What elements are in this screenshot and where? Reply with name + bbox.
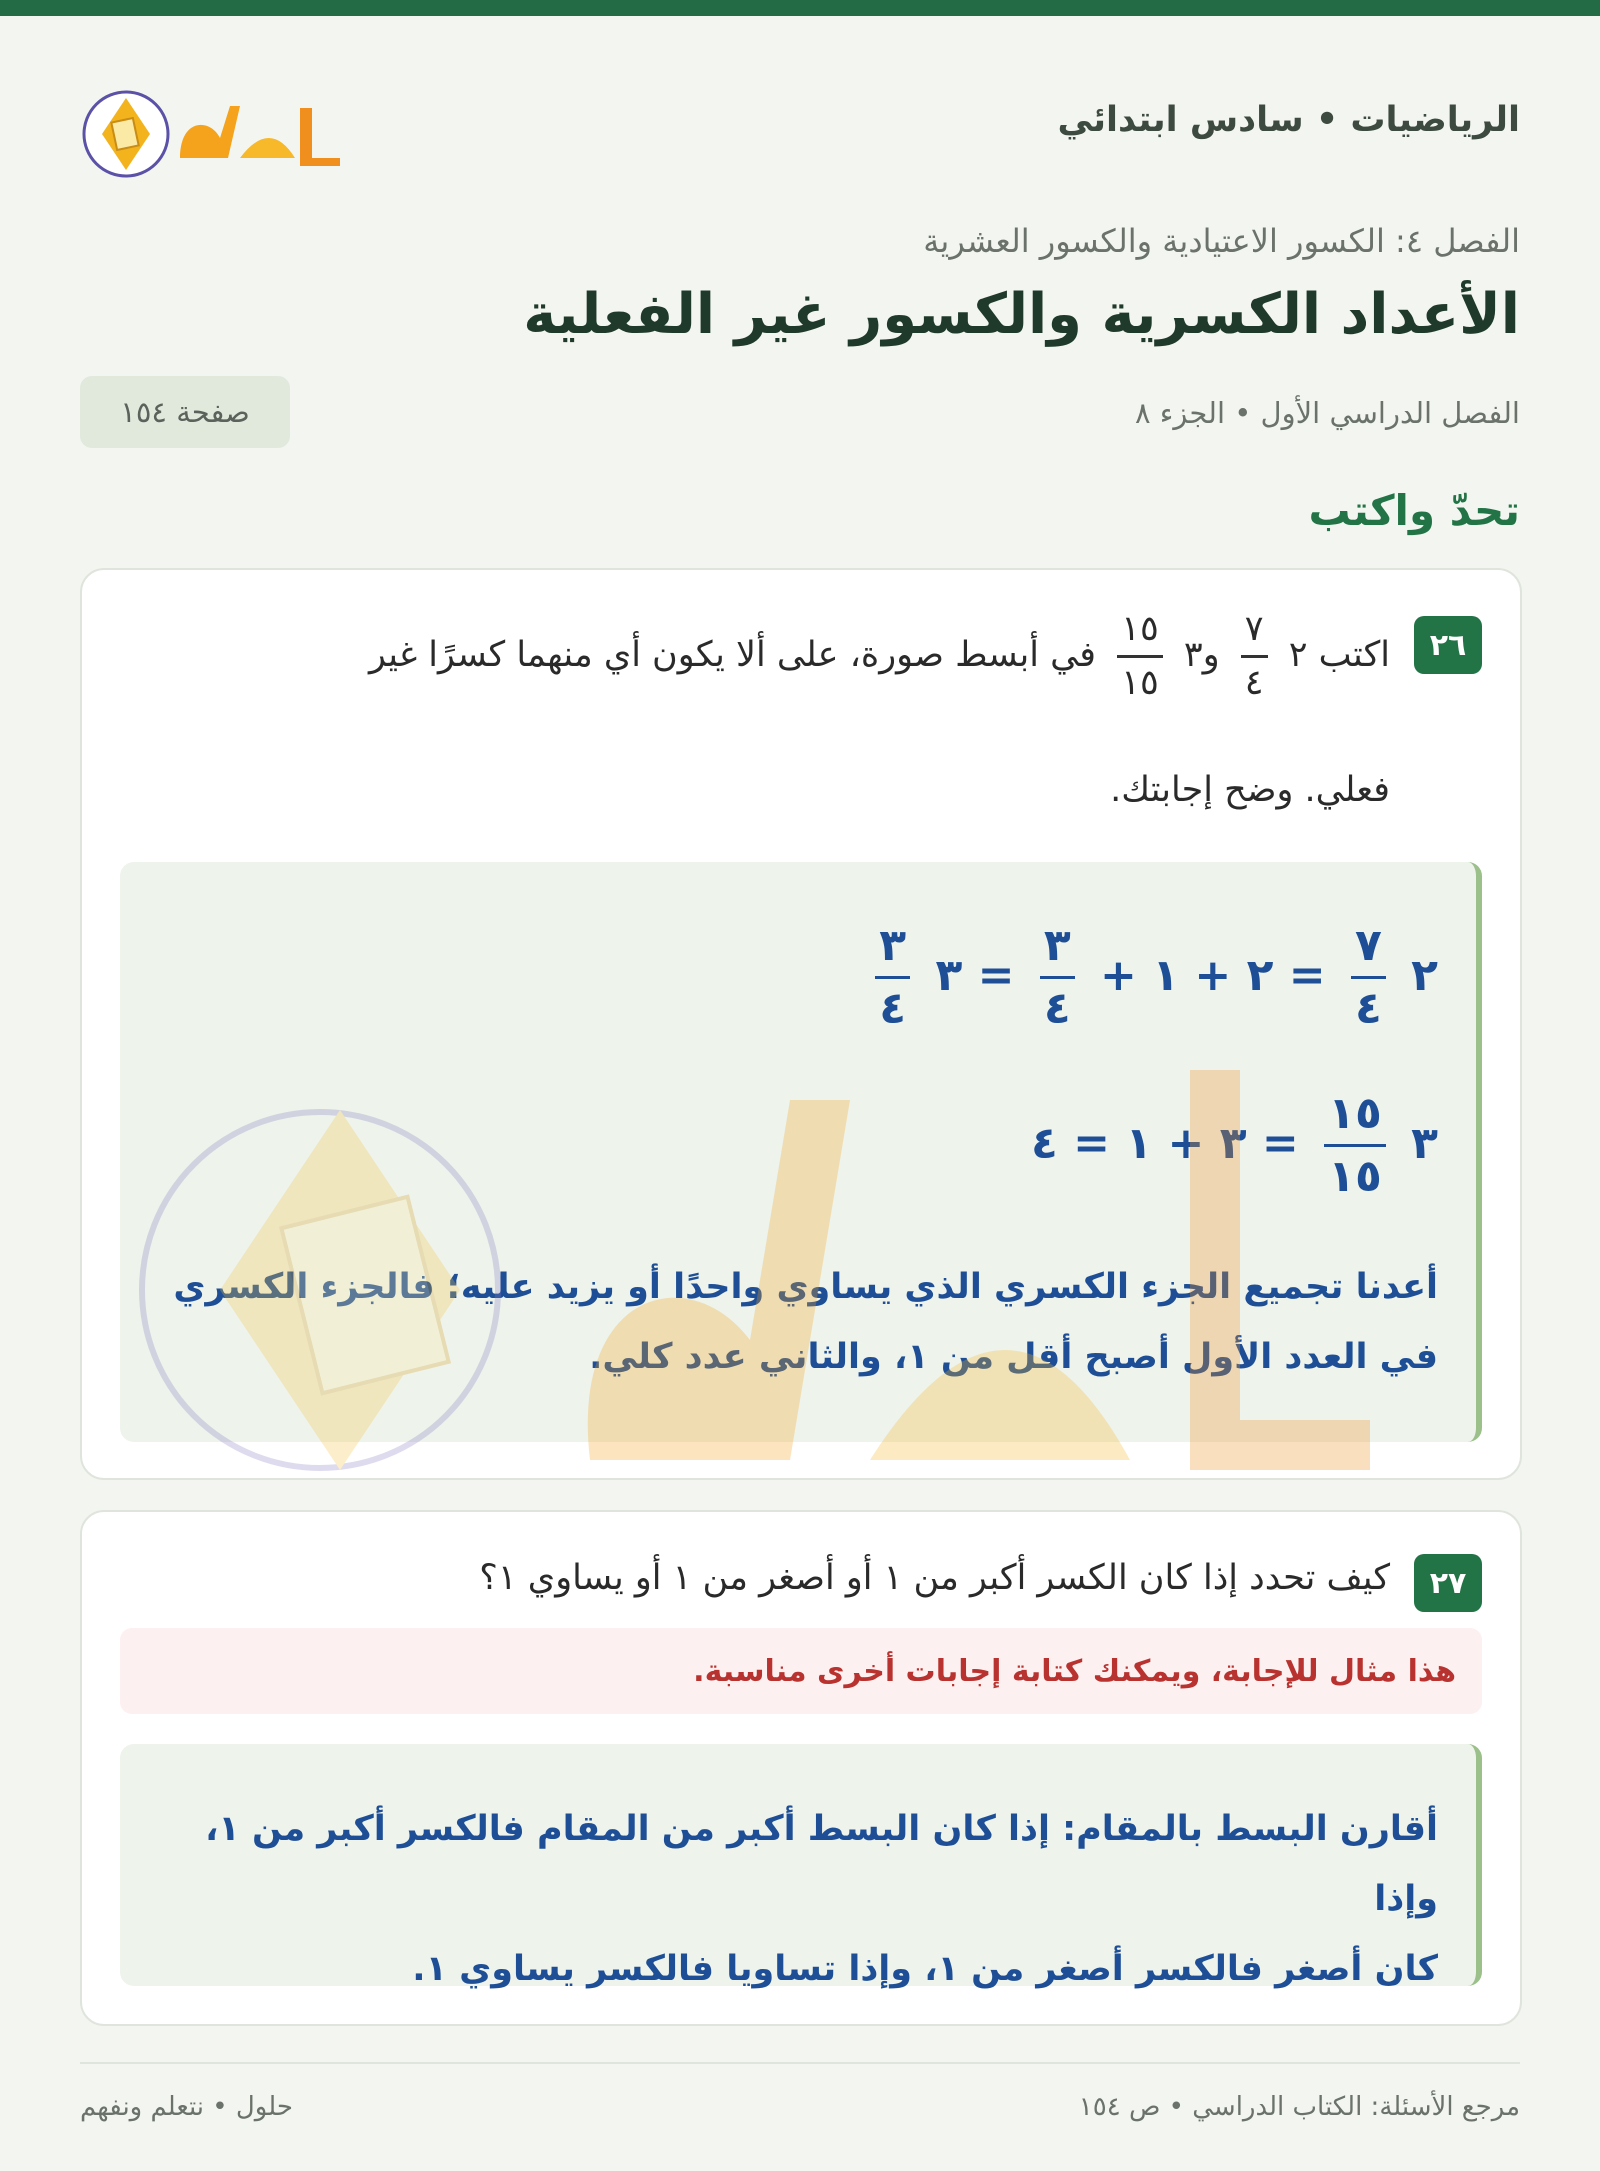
answer-explanation [158, 1252, 1438, 1392]
question-text-part: في أبسط صورة، على ألا يكون أي منهما كسرًا غير [369, 635, 1097, 675]
fraction [1351, 922, 1386, 1034]
equation-whole: ٣ [1411, 1117, 1438, 1169]
equation-2 [1031, 1090, 1438, 1202]
equation-operators: = ٣ [935, 949, 1015, 1001]
question-card-26 [80, 568, 1522, 1480]
fraction-denominator: ٤ [1040, 976, 1075, 1033]
answer-line: في العدد الأول أصبح أقل من ١، والثاني عدد كلي. [589, 1337, 1438, 1377]
sample-answer-note: هذا مثال للإجابة، ويمكنك كتابة إجابات أخرى مناسبة. [120, 1628, 1482, 1714]
lesson-title: الأعداد الكسرية والكسور غير الفعلية [523, 282, 1520, 347]
semester-label: الفصل الدراسي الأول • الجزء ٨ [1134, 396, 1520, 430]
answer-line: أعدنا تجميع الجزء الكسري الذي يساوي واحدًا أو يزيد عليه؛ فالجزء الكسري [173, 1267, 1438, 1307]
fraction-numerator: ١٥ [1328, 1088, 1382, 1139]
question-text [142, 610, 1390, 702]
equation-operators: = ٢ + ١ + [1100, 949, 1326, 1001]
question-text-line2: فعلي. وضح إجابتك. [1110, 770, 1390, 810]
equation-operators: = ٣ + ١ = ٤ [1030, 1117, 1299, 1169]
footer-reference: مرجع الأسئلة: الكتاب الدراسي • ص ١٥٤ [1078, 2092, 1520, 2122]
section-title: تحدّ واكتب [1308, 486, 1520, 535]
fraction [1040, 922, 1075, 1034]
fraction-denominator: ١٥ [1324, 1144, 1386, 1201]
page-header [80, 88, 1520, 178]
fraction-numerator: ٧ [1244, 609, 1264, 649]
chapter-label: الفصل ٤: الكسور الاعتيادية والكسور العشرية [923, 222, 1520, 260]
question-text: كيف تحدد إذا كان الكسر أكبر من ١ أو أصغر من ١ أو يساوي ١؟ [479, 1558, 1390, 1598]
question-card-27 [80, 1510, 1522, 2026]
footer-divider [80, 2062, 1520, 2064]
question-number: ٢٧ [1414, 1554, 1482, 1612]
answer-box [120, 862, 1482, 1442]
fraction-numerator: ٣ [1043, 920, 1071, 971]
fraction-denominator: ٤ [1351, 976, 1386, 1033]
top-accent-bar [0, 0, 1600, 16]
fraction [1324, 1090, 1386, 1202]
fraction-denominator: ٤ [875, 976, 910, 1033]
fraction-denominator: ٤ [1241, 655, 1268, 703]
equation-whole: ٢ [1411, 949, 1438, 1001]
fraction [1241, 610, 1268, 702]
logo[interactable] [80, 88, 360, 180]
answer-line: كان أصغر فالكسر أصغر من ١، وإذا تساويا فالكسر يساوي ١. [412, 1949, 1438, 1989]
fraction-numerator: ٧ [1354, 920, 1382, 971]
fraction-denominator: ١٥ [1117, 655, 1163, 703]
fraction [875, 922, 910, 1034]
fraction [1117, 610, 1163, 702]
fraction-numerator: ١٥ [1121, 609, 1159, 649]
answer-line: أقارن البسط بالمقام: إذا كان البسط أكبر من المقام فالكسر أكبر من ١، وإذا [205, 1809, 1438, 1919]
answer-explanation [158, 1794, 1438, 2004]
equation-1 [865, 922, 1438, 1034]
question-number: ٢٦ [1414, 616, 1482, 674]
footer-brand: حلول • نتعلم ونفهم [80, 2092, 293, 2122]
page-badge: صفحة ١٥٤ [80, 376, 290, 448]
subject-grade: الرياضيات • سادس ابتدائي [1057, 100, 1520, 140]
fraction-numerator: ٣ [879, 920, 907, 971]
question-text-part: و٣ [1183, 635, 1220, 675]
question-text-part: اكتب ٢ [1288, 635, 1390, 675]
answer-box [120, 1744, 1482, 1989]
